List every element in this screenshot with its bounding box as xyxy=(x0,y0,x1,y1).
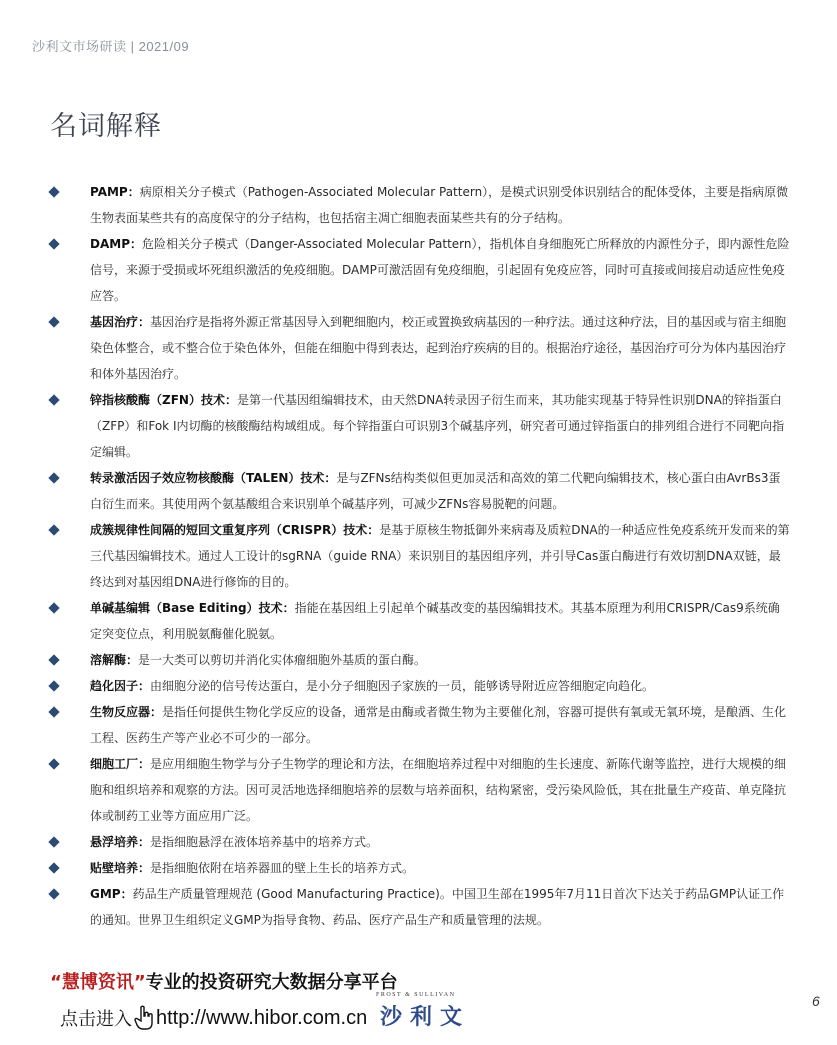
glossary-definition: 是第一代基因组编辑技术，由天然DNA转录因子衍生而来，其功能实现基于特异性识别DNA的锌指蛋白（ZFP）和Fok I内切酶的核酸酶结构域组成。每个锌指蛋白可识别3个碱基序列，研究者可通过锌指蛋白的排列组合进行不同靶向指定编辑。 xyxy=(90,393,785,459)
glossary-definition: 药品生产质量管理规范 (Good Manufacturing Practice)。中国卫生部在1995年7月11日首次下达关于药品GMP认证工作的通知。世界卫生组织定义GMP为指导食物、药品、医疗产品生产和质量管理的法规。 xyxy=(90,887,785,927)
hibor-url-link[interactable]: http://www.hibor.com.cn xyxy=(156,1006,368,1029)
diamond-bullet-icon xyxy=(48,680,59,691)
promo-brand: “慧博资讯” xyxy=(50,972,146,993)
glossary-definition: 是一大类可以剪切并消化实体瘤细胞外基质的蛋白酶。 xyxy=(138,653,427,667)
glossary-term: 锌指核酸酶（ZFN）技术： xyxy=(90,393,237,407)
glossary-definition: 由细胞分泌的信号传达蛋白，是小分子细胞因子家族的一员，能够诱导附近应答细胞定向趋化。 xyxy=(150,679,655,693)
glossary-item xyxy=(50,517,790,595)
diamond-bullet-icon xyxy=(48,862,59,873)
glossary-term: DAMP： xyxy=(90,237,142,251)
page-title: 名词解释 xyxy=(50,111,162,142)
glossary-term: 贴壁培养： xyxy=(90,861,151,875)
glossary-term: 成簇规律性间隔的短回文重复序列（CRISPR）技术： xyxy=(90,523,380,537)
glossary-item xyxy=(50,699,790,751)
glossary-term: 转录激活因子效应物核酸酶（TALEN）技术： xyxy=(90,471,337,485)
glossary-definition: 是指任何提供生物化学反应的设备，通常是由酶或者微生物为主要催化剂，容器可提供有氧或无氧环境，是酿酒、生化工程、医药生产等产业必不可少的一部分。 xyxy=(90,705,787,745)
glossary-definition: 是与ZFNs结构类似但更加灵活和高效的第二代靶向编辑技术，核心蛋白由AvrBs3蛋白衍生而来。其使用两个氨基酸组合来识别单个碱基序列，可减少ZFNs容易脱靶的问题。 xyxy=(90,471,781,511)
glossary-term: PAMP： xyxy=(90,185,140,199)
glossary-item xyxy=(50,855,790,881)
diamond-bullet-icon xyxy=(48,238,59,249)
glossary-item xyxy=(50,881,790,933)
glossary-item xyxy=(50,387,790,465)
glossary-item xyxy=(50,231,790,309)
glossary-definition: 指能在基因组上引起单个碱基改变的基因编辑技术。其基本原理为利用CRISPR/Cas9系统确定突变位点，利用脱氨酶催化脱氨。 xyxy=(90,601,780,641)
diamond-bullet-icon xyxy=(48,654,59,665)
glossary-item xyxy=(50,465,790,517)
glossary-term: 单碱基编辑（Base Editing）技术： xyxy=(90,601,295,615)
logo-english-text: FROST & SULLIVAN xyxy=(376,992,456,998)
glossary-definition: 是指细胞依附在培养器皿的壁上生长的培养方式。 xyxy=(150,861,415,875)
link-prefix: 点击进入 xyxy=(60,1009,132,1030)
glossary-term: 生物反应器： xyxy=(90,705,163,719)
glossary-item xyxy=(50,309,790,387)
glossary-definition: 危险相关分子模式（Danger-Associated Molecular Pattern），指机体自身细胞死亡所释放的内源性分子，即内源性危险信号，来源于受损或坏死组织激活的免疫细胞。DAMP可激活固有免疫细胞，引起固有免疫应答，同时可直接或间接启动适应性免疫应答。 xyxy=(90,237,790,303)
glossary-term: 溶解酶： xyxy=(90,653,139,667)
glossary-term: 细胞工厂： xyxy=(90,757,151,771)
glossary-definition: 是基于原核生物抵御外来病毒及质粒DNA的一种适应性免疫系统开发而来的第三代基因编辑技术。通过人工设计的sgRNA（guide RNA）来识别目的基因组序列，并引导Cas蛋白酶进行有效切割DNA双链，最终达到对基因组DNA进行修饰的目的。 xyxy=(90,523,790,589)
promo-text: 专业的投资研究大数据分享平台 xyxy=(145,972,398,993)
glossary-item xyxy=(50,829,790,855)
glossary-term: 基因治疗： xyxy=(90,315,151,329)
diamond-bullet-icon xyxy=(48,186,59,197)
diamond-bullet-icon xyxy=(48,394,59,405)
glossary-list xyxy=(50,179,790,933)
glossary-definition: 基因治疗是指将外源正常基因导入到靶细胞内，校正或置换致病基因的一种疗法。通过这种疗法，目的基因或与宿主细胞染色体整合，或不整合位于染色体外，但能在细胞中得到表达，起到治疗疾病的目的。根据治疗途径，基因治疗可分为体内基因治疗和体外基因治疗。 xyxy=(90,315,787,381)
glossary-definition: 病原相关分子模式（Pathogen-Associated Molecular Pattern），是模式识别受体识别结合的配体受体，主要是指病原微生物表面某些共有的高度保守的分子结构，也包括宿主凋亡细胞表面某些共有的分子结构。 xyxy=(90,185,789,225)
footer-promo xyxy=(50,968,398,994)
pointing-hand-icon xyxy=(134,1005,154,1031)
diamond-bullet-icon xyxy=(48,888,59,899)
glossary-item xyxy=(50,751,790,829)
glossary-definition: 是指细胞悬浮在液体培养基中的培养方式。 xyxy=(150,835,379,849)
diamond-bullet-icon xyxy=(48,602,59,613)
diamond-bullet-icon xyxy=(48,524,59,535)
diamond-bullet-icon xyxy=(48,472,59,483)
glossary-term: GMP： xyxy=(90,887,133,901)
footer-link[interactable] xyxy=(60,1005,367,1031)
glossary-term: 悬浮培养： xyxy=(90,835,151,849)
diamond-bullet-icon xyxy=(48,758,59,769)
diamond-bullet-icon xyxy=(48,836,59,847)
frost-sullivan-logo xyxy=(370,992,480,1032)
glossary-term: 趋化因子： xyxy=(90,679,151,693)
glossary-item xyxy=(50,595,790,647)
logo-chinese-text: 沙利文 xyxy=(380,1005,471,1030)
glossary-item xyxy=(50,179,790,231)
report-header: 沙利文市场研读 | 2021/09 xyxy=(32,39,190,54)
diamond-bullet-icon xyxy=(48,706,59,717)
glossary-definition: 是应用细胞生物学与分子生物学的理论和方法，在细胞培养过程中对细胞的生长速度、新陈代谢等监控，进行大规模的细胞和组织培养和观察的方法。因可灵活地选择细胞培养的层数与培养面积，结构紧密，受污染风险低，其在批量生产疫苗、单克隆抗体或制药工业等方面应用广泛。 xyxy=(90,757,787,823)
glossary-item xyxy=(50,647,790,673)
page-number: 6 xyxy=(812,993,820,1009)
diamond-bullet-icon xyxy=(48,316,59,327)
glossary-item xyxy=(50,673,790,699)
